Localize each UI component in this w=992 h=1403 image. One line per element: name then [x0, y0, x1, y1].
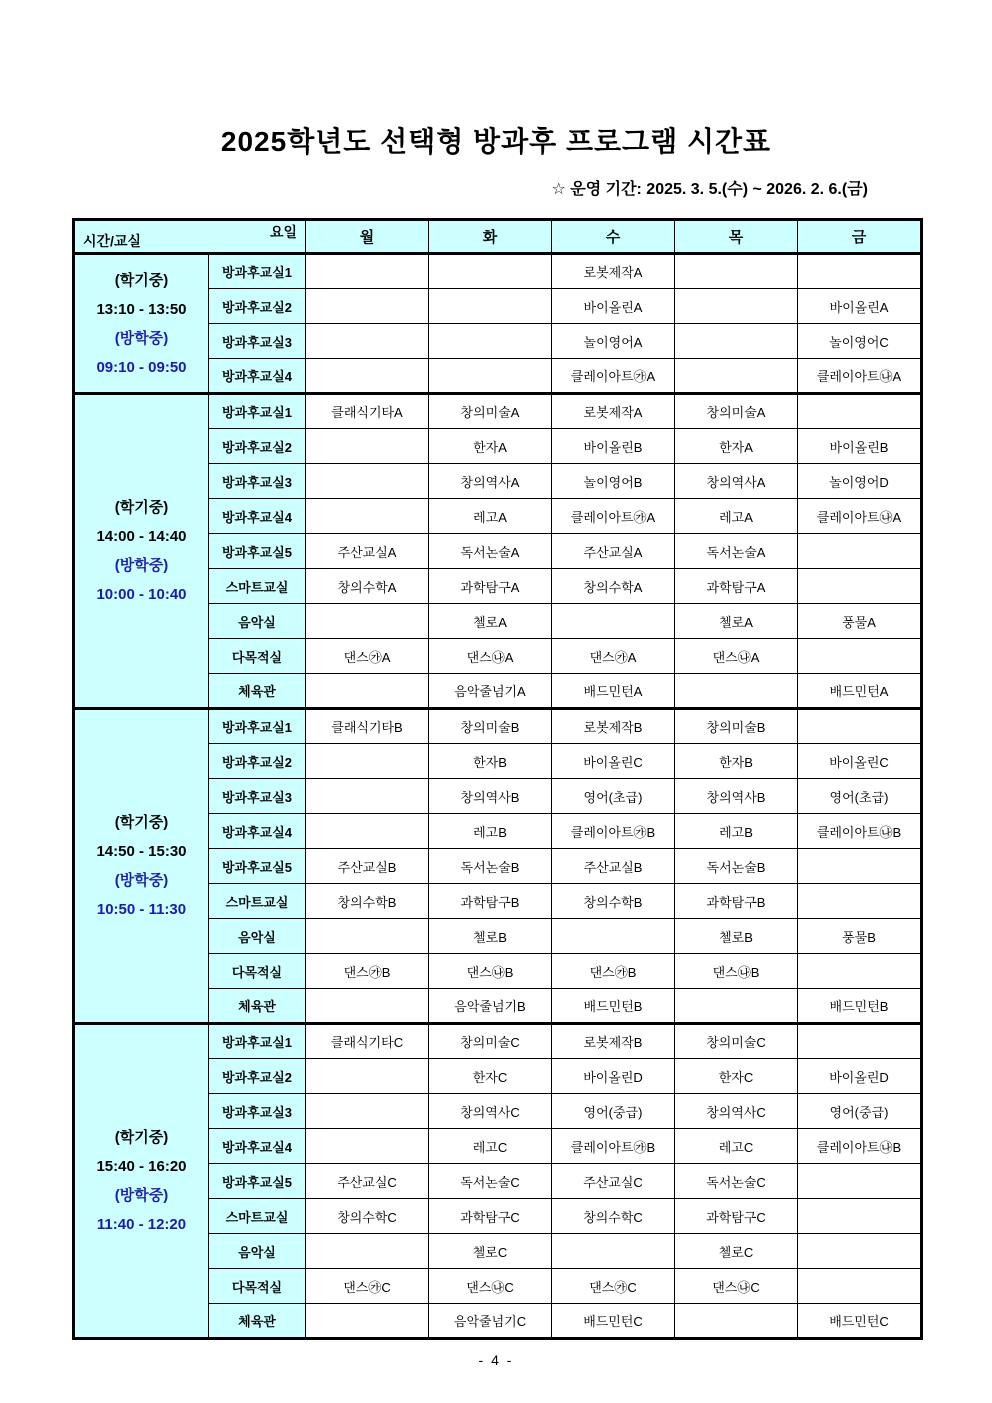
timetable-cell: 음악줄넘기B	[429, 989, 552, 1024]
timetable-cell	[552, 604, 675, 639]
timetable-cell	[798, 954, 922, 989]
room-label: 방과후교실2	[209, 1059, 306, 1094]
timetable-cell	[306, 919, 429, 954]
corner-cell	[74, 220, 306, 254]
room-label: 방과후교실5	[209, 534, 306, 569]
timetable-cell: 창의역사C	[429, 1094, 552, 1129]
timetable-cell: 클레이아트㉯B	[798, 1129, 922, 1164]
timetable-cell: 놀이영어A	[552, 324, 675, 359]
vacation-time: 11:40 - 12:20	[96, 1216, 187, 1233]
room-label: 방과후교실2	[209, 289, 306, 324]
timetable-cell: 댄스㉯A	[675, 639, 798, 674]
timetable-cell	[306, 499, 429, 534]
timetable-cell: 클레이아트㉯A	[798, 499, 922, 534]
room-label: 다목적실	[209, 639, 306, 674]
room-label: 체육관	[209, 674, 306, 709]
timetable-cell: 레고A	[675, 499, 798, 534]
term-time: 14:50 - 15:30	[96, 843, 187, 860]
timetable-cell: 놀이영어D	[798, 464, 922, 499]
timetable-cell	[429, 254, 552, 289]
timetable-cell: 댄스㉮C	[306, 1269, 429, 1304]
room-label: 체육관	[209, 989, 306, 1024]
timetable-cell	[798, 1269, 922, 1304]
timetable-cell: 클레이아트㉮A	[552, 499, 675, 534]
room-label: 스마트교실	[209, 1199, 306, 1234]
timetable-cell	[675, 674, 798, 709]
room-label: 방과후교실4	[209, 814, 306, 849]
timetable-cell	[306, 289, 429, 324]
timetable-cell: 클래식기타C	[306, 1024, 429, 1059]
timetable-cell: 창의수학B	[306, 884, 429, 919]
room-label: 방과후교실3	[209, 779, 306, 814]
timetable-cell: 독서논술B	[429, 849, 552, 884]
timetable-cell: 주산교실A	[306, 534, 429, 569]
timetable-cell: 한자A	[675, 429, 798, 464]
timetable-cell: 창의수학C	[306, 1199, 429, 1234]
timetable-cell: 풍물B	[798, 919, 922, 954]
term-label: (학기중)	[114, 814, 169, 831]
room-label: 스마트교실	[209, 884, 306, 919]
timetable-cell	[798, 1199, 922, 1234]
timetable-cell	[552, 1234, 675, 1269]
timetable-cell	[798, 709, 922, 744]
timetable-cell: 클레이아트㉯A	[798, 359, 922, 394]
timetable-cell: 창의미술A	[429, 394, 552, 429]
room-label: 방과후교실3	[209, 1094, 306, 1129]
timetable-cell: 댄스㉯A	[429, 639, 552, 674]
timetable-cell	[306, 604, 429, 639]
timetable-cell: 음악줄넘기C	[429, 1304, 552, 1339]
timetable-cell: 배드민턴A	[552, 674, 675, 709]
timetable-cell: 한자A	[429, 429, 552, 464]
timetable-cell: 바이올린C	[798, 744, 922, 779]
timetable-cell: 과학탐구A	[675, 569, 798, 604]
term-time: 14:00 - 14:40	[96, 528, 187, 545]
timetable-cell: 바이올린A	[552, 289, 675, 324]
timetable-cell: 바이올린D	[798, 1059, 922, 1094]
room-label: 방과후교실1	[209, 394, 306, 429]
timetable-cell	[306, 464, 429, 499]
timetable-cell: 창의역사C	[675, 1094, 798, 1129]
room-label: 스마트교실	[209, 569, 306, 604]
timetable-cell	[798, 849, 922, 884]
timetable-cell	[798, 254, 922, 289]
page-number: - 4 -	[478, 1352, 514, 1368]
header-row	[74, 220, 922, 254]
timetable-cell: 독서논술C	[429, 1164, 552, 1199]
timetable-cell: 과학탐구B	[429, 884, 552, 919]
timetable-cell: 독서논술A	[429, 534, 552, 569]
timetable-cell	[798, 639, 922, 674]
timetable-cell: 로봇제작A	[552, 254, 675, 289]
timetable-cell: 댄스㉯C	[429, 1269, 552, 1304]
timetable-cell	[798, 394, 922, 429]
timetable-cell: 댄스㉯B	[429, 954, 552, 989]
term-time: 13:10 - 13:50	[96, 300, 187, 318]
timetable-cell	[798, 1024, 922, 1059]
timetable-cell: 창의수학A	[552, 569, 675, 604]
timetable-cell	[552, 919, 675, 954]
timetable-cell: 음악줄넘기A	[429, 674, 552, 709]
timetable-cell	[306, 744, 429, 779]
room-label: 방과후교실3	[209, 464, 306, 499]
timetable-cell: 첼로C	[675, 1234, 798, 1269]
timetable-cell: 주산교실B	[552, 849, 675, 884]
room-label: 방과후교실4	[209, 1129, 306, 1164]
timetable-cell	[798, 884, 922, 919]
timetable-cell: 과학탐구C	[675, 1199, 798, 1234]
timetable-cell: 댄스㉮B	[552, 954, 675, 989]
room-label: 방과후교실1	[209, 254, 306, 289]
timetable-cell	[798, 1164, 922, 1199]
room-label: 방과후교실2	[209, 744, 306, 779]
timetable-cell: 한자B	[429, 744, 552, 779]
table-row	[74, 709, 922, 744]
room-label: 방과후교실4	[209, 499, 306, 534]
page-title: 2025학년도 선택형 방과후 프로그램 시간표	[220, 126, 772, 157]
day-header-4: 목	[675, 220, 798, 254]
timetable-cell	[675, 324, 798, 359]
timetable-cell	[429, 289, 552, 324]
timetable-cell: 한자C	[675, 1059, 798, 1094]
timetable-cell: 클래식기타B	[306, 709, 429, 744]
timetable-cell	[429, 324, 552, 359]
vacation-label: (방학중)	[114, 557, 169, 574]
timetable-cell: 클레이아트㉮B	[552, 814, 675, 849]
timetable-cell: 댄스㉮A	[306, 639, 429, 674]
timetable-cell: 과학탐구C	[429, 1199, 552, 1234]
timetable-cell	[306, 989, 429, 1024]
timetable-cell	[306, 674, 429, 709]
timetable-cell: 댄스㉮A	[552, 639, 675, 674]
room-label: 음악실	[209, 919, 306, 954]
timetable-cell	[675, 289, 798, 324]
timetable-cell: 창의미술B	[675, 709, 798, 744]
timetable-cell: 창의미술B	[429, 709, 552, 744]
timetable-cell	[306, 429, 429, 464]
timetable-cell: 창의수학A	[306, 569, 429, 604]
timetable-cell	[306, 254, 429, 289]
timetable-cell	[429, 359, 552, 394]
timetable-cell: 레고C	[675, 1129, 798, 1164]
timetable-cell: 놀이영어B	[552, 464, 675, 499]
room-label: 방과후교실3	[209, 324, 306, 359]
timetable-cell: 영어(초급)	[552, 779, 675, 814]
timetable-cell	[306, 1059, 429, 1094]
timetable-cell: 첼로B	[429, 919, 552, 954]
timetable-cell	[675, 359, 798, 394]
day-header-3: 수	[552, 220, 675, 254]
timetable-cell: 주산교실B	[306, 849, 429, 884]
room-label: 방과후교실2	[209, 429, 306, 464]
timetable-cell	[675, 1304, 798, 1339]
timetable-body	[74, 254, 922, 1339]
room-label: 방과후교실1	[209, 1024, 306, 1059]
timetable-cell: 클래식기타A	[306, 394, 429, 429]
timetable-cell: 배드민턴C	[552, 1304, 675, 1339]
timetable-cell: 바이올린B	[798, 429, 922, 464]
time-slot-cell	[74, 254, 209, 394]
room-label: 방과후교실4	[209, 359, 306, 394]
timetable-cell: 바이올린C	[552, 744, 675, 779]
timetable-cell: 주산교실C	[306, 1164, 429, 1199]
table-row	[74, 254, 922, 289]
timetable-cell: 창의미술A	[675, 394, 798, 429]
timetable-cell	[306, 814, 429, 849]
timetable-cell: 레고A	[429, 499, 552, 534]
room-label: 방과후교실1	[209, 709, 306, 744]
day-header-1: 월	[306, 220, 429, 254]
timetable-cell: 로봇제작A	[552, 394, 675, 429]
timetable-cell: 배드민턴C	[798, 1304, 922, 1339]
timetable-cell: 창의역사A	[675, 464, 798, 499]
timetable-cell: 한자C	[429, 1059, 552, 1094]
room-label: 방과후교실5	[209, 1164, 306, 1199]
timetable	[72, 218, 923, 1340]
timetable-cell: 댄스㉮B	[306, 954, 429, 989]
timetable-cell: 창의미술C	[429, 1024, 552, 1059]
vacation-label: (방학중)	[114, 872, 169, 889]
operation-period: ☆ 운영 기간: 2025. 3. 5.(수) ~ 2026. 2. 6.(금)	[551, 181, 868, 198]
timetable-cell: 과학탐구A	[429, 569, 552, 604]
timetable-cell: 첼로A	[675, 604, 798, 639]
timetable-cell: 놀이영어C	[798, 324, 922, 359]
room-label: 다목적실	[209, 1269, 306, 1304]
term-label: (학기중)	[114, 499, 169, 516]
timetable-cell	[675, 989, 798, 1024]
timetable-cell	[306, 1304, 429, 1339]
timetable-cell: 레고C	[429, 1129, 552, 1164]
vacation-label: (방학중)	[114, 1187, 169, 1204]
vacation-time: 10:50 - 11:30	[96, 901, 187, 918]
timetable-cell: 첼로B	[675, 919, 798, 954]
timetable-cell: 배드민턴B	[798, 989, 922, 1024]
timetable-cell: 창의역사B	[429, 779, 552, 814]
timetable-cell: 풍물A	[798, 604, 922, 639]
timetable-cell	[306, 1234, 429, 1269]
timetable-cell: 로봇제작B	[552, 1024, 675, 1059]
timetable-cell	[675, 254, 798, 289]
timetable-cell	[306, 324, 429, 359]
vacation-time: 09:10 - 09:50	[96, 358, 187, 376]
term-label: (학기중)	[114, 1129, 169, 1146]
timetable-cell: 주산교실A	[552, 534, 675, 569]
room-label: 음악실	[209, 1234, 306, 1269]
table-row	[74, 1024, 922, 1059]
timetable-cell: 영어(중급)	[798, 1094, 922, 1129]
timetable-cell: 창의역사B	[675, 779, 798, 814]
term-time: 15:40 - 16:20	[96, 1158, 187, 1175]
timetable-cell: 창의미술C	[675, 1024, 798, 1059]
timetable-cell: 영어(초급)	[798, 779, 922, 814]
timetable-cell: 댄스㉯C	[675, 1269, 798, 1304]
timetable-cell: 창의수학C	[552, 1199, 675, 1234]
timetable-cell: 창의수학B	[552, 884, 675, 919]
timetable-cell: 과학탐구B	[675, 884, 798, 919]
timetable-cell: 영어(중급)	[552, 1094, 675, 1129]
room-label: 다목적실	[209, 954, 306, 989]
term-label: (학기중)	[114, 271, 169, 289]
vacation-time: 10:00 - 10:40	[96, 586, 187, 603]
room-label: 음악실	[209, 604, 306, 639]
timetable-cell: 댄스㉯B	[675, 954, 798, 989]
timetable-cell: 한자B	[675, 744, 798, 779]
time-slot-cell	[74, 709, 209, 1024]
room-label: 체육관	[209, 1304, 306, 1339]
vacation-label: (방학중)	[114, 329, 169, 347]
corner-time-room-label: 시간/교실	[83, 233, 141, 249]
timetable-cell	[798, 1234, 922, 1269]
timetable-cell	[306, 1094, 429, 1129]
timetable-cell	[798, 534, 922, 569]
timetable-cell: 배드민턴B	[552, 989, 675, 1024]
timetable-cell: 첼로A	[429, 604, 552, 639]
timetable-cell: 독서논술B	[675, 849, 798, 884]
timetable-cell: 레고B	[675, 814, 798, 849]
day-header-2: 화	[429, 220, 552, 254]
timetable-cell: 댄스㉮C	[552, 1269, 675, 1304]
timetable-cell: 배드민턴A	[798, 674, 922, 709]
corner-day-label: 요일	[269, 224, 297, 240]
timetable-cell	[798, 569, 922, 604]
timetable-cell: 클레이아트㉯B	[798, 814, 922, 849]
timetable-cell: 바이올린D	[552, 1059, 675, 1094]
timetable-cell: 주산교실C	[552, 1164, 675, 1199]
timetable-cell: 첼로C	[429, 1234, 552, 1269]
timetable-cell	[306, 779, 429, 814]
timetable-cell	[306, 359, 429, 394]
time-slot-cell	[74, 1024, 209, 1339]
table-row	[74, 394, 922, 429]
timetable-cell: 독서논술C	[675, 1164, 798, 1199]
timetable-cell: 창의역사A	[429, 464, 552, 499]
timetable-cell: 로봇제작B	[552, 709, 675, 744]
timetable-cell: 바이올린B	[552, 429, 675, 464]
timetable-cell: 바이올린A	[798, 289, 922, 324]
timetable-cell: 클레이아트㉮A	[552, 359, 675, 394]
time-slot-cell	[74, 394, 209, 709]
timetable-cell	[306, 1129, 429, 1164]
timetable-cell: 독서논술A	[675, 534, 798, 569]
day-header-5: 금	[798, 220, 922, 254]
room-label: 방과후교실5	[209, 849, 306, 884]
timetable-cell: 레고B	[429, 814, 552, 849]
timetable-cell: 클레이아트㉮B	[552, 1129, 675, 1164]
